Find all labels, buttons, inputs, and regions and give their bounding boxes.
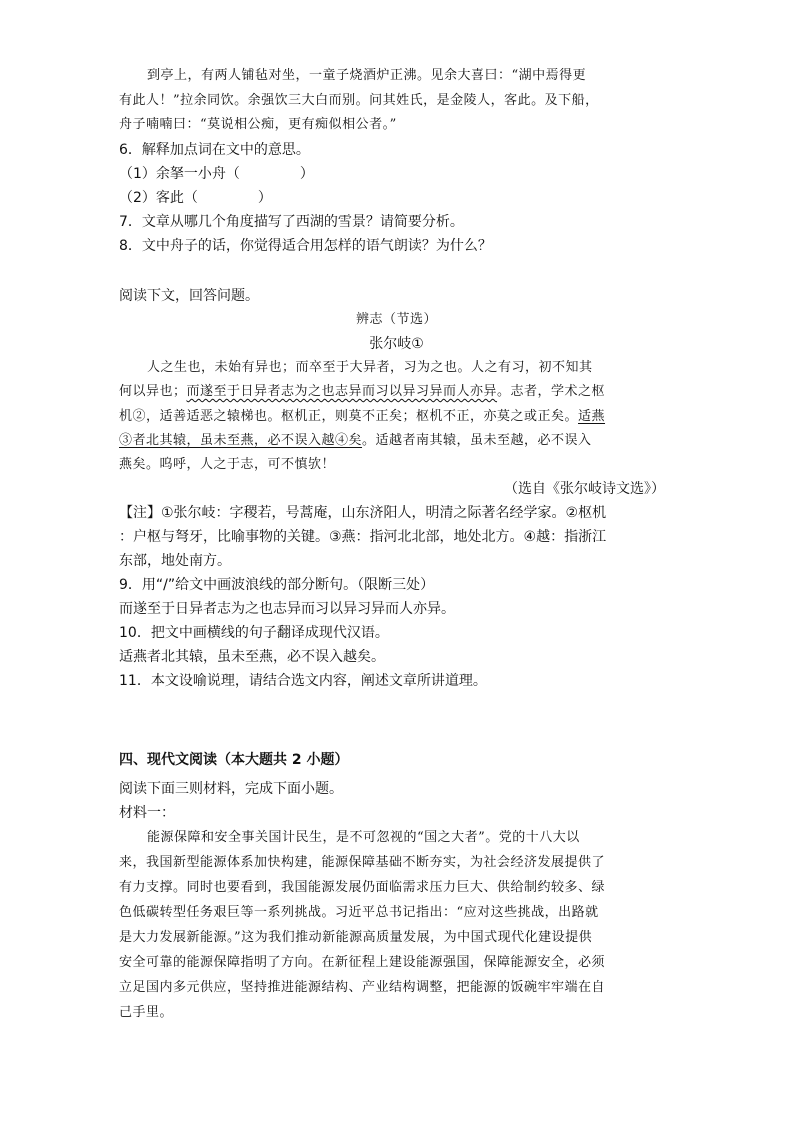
classical-line: [119, 380, 605, 404]
wavy-underlined-text: 而遂至于日异者志为之也志异而习以异习异而人亦异: [186, 384, 498, 399]
source-citation: （选自《张尔岐诗文选》）: [504, 481, 665, 497]
section-heading: 四、现代文阅读（本大题共 2 小题）: [119, 752, 349, 768]
material-line: 己手里。: [119, 1005, 174, 1020]
question-6-item-2: [119, 186, 272, 210]
classical-title: 辨志（节选）: [355, 312, 437, 327]
question-9-text: 而遂至于日异者志为之也志异而习以异习异而人亦异。: [119, 601, 455, 617]
reading-instruction: 阅读下文，回答问题。: [119, 288, 259, 304]
material-line: 能源保障和安全事关国计民生，是不可忽视的“国之大者”。党的十八大以: [147, 830, 580, 845]
text-span: 何以异也；: [119, 384, 187, 399]
passage-line: 有此人！”拉余同饮。余强饮三大白而别。问其姓氏，是金陵人，客此。及下船，: [119, 93, 599, 108]
text-span: 。适越者南其辕，虽未至越，必不误入: [362, 433, 592, 448]
material-line: 来，我国新型能源体系加快构建，能源保障基础不断夯实，为社会经济发展提供了: [119, 855, 606, 870]
question-10-stem: 10．把文中画横线的句子翻译成现代汉语。: [119, 625, 389, 641]
classical-line: 人之生也，未始有异也；而卒至于大异者，习为之也。人之有习，初不知其: [147, 360, 593, 375]
material-line: 色低碳转型任务艰巨等一系列挑战。习近平总书记指出：“应对这些挑战，出路就: [119, 905, 599, 920]
question-10-text: 适燕者北其辕，虽未至燕，必不误入越矣。: [119, 649, 385, 665]
material-line: 是大力发展新能源。”这为我们推动新能源高质量发展，为中国式现代化建设提供: [119, 930, 593, 945]
footnote-line: ：户枢与弩牙，比喻事物的关键。③燕：指河北北部，地处北方。④越：指浙江: [119, 529, 607, 545]
material-label: 材料一：: [119, 805, 175, 821]
item-suffix: ）: [299, 166, 314, 182]
classical-author: 张尔岐①: [369, 336, 424, 352]
question-11: 11．本文设喻说理，请结合选文内容，阐述文章所讲道理。: [119, 673, 487, 689]
underlined-text: 适燕: [578, 409, 606, 424]
classical-line: 燕矣。呜呼，人之于志，可不慎欤！: [119, 457, 336, 472]
section-instruction: 阅读下面三则材料，完成下面小题。: [119, 781, 343, 797]
question-9-stem: 9．用“/”给文中画波浪线的部分断句。（限断三处）: [119, 577, 435, 593]
question-7: 7．文章从哪几个角度描写了西湖的雪景？请简要分析。: [119, 214, 464, 230]
classical-line: [119, 405, 605, 429]
classical-line: [119, 429, 592, 453]
text-span: 机②，适善适恶之辕梯也。枢机正，则莫不正矣；枢机不正，亦莫之或正矣。: [119, 409, 579, 424]
item-suffix: ）: [257, 190, 272, 206]
underlined-text: ③者北其辕，虽未至燕，必不误入越④矣: [119, 433, 363, 448]
question-8: 8．文中舟子的话，你觉得适合用怎样的语气朗读？为什么？: [119, 238, 492, 254]
passage-line: 到亭上，有两人铺毡对坐，一童子烧酒炉正沸。见余大喜曰：“湖中焉得更: [147, 68, 587, 83]
material-line: 有力支撑。同时也要看到，我国能源发展仍面临需求压力巨大、供给制约较多、绿: [119, 880, 606, 895]
material-line: 安全可靠的能源保障指明了方向。在新征程上建设能源强国，保障能源安全，必须: [119, 955, 606, 970]
material-line: 立足国内多元供应，坚持推进能源结构、产业结构调整，把能源的饭碗牢牢端在自: [119, 980, 606, 995]
item-prefix: （2）客此（: [119, 190, 198, 206]
question-6-item-1: [119, 162, 314, 186]
item-prefix: （1）余拏一小舟（: [119, 166, 240, 182]
question-6-stem: 6．解释加点词在文中的意思。: [119, 142, 310, 158]
passage-line: 舟子喃喃曰：“莫说相公痴，更有痴似相公者。”: [119, 117, 397, 132]
footnote-line: 东部，地处南方。: [119, 553, 231, 569]
text-span: 。志者，学术之枢: [497, 384, 606, 399]
footnote-line: 【注】①张尔岐：字稷若，号蒿庵，山东济阳人，明清之际著名经学家。②枢机: [119, 505, 607, 521]
